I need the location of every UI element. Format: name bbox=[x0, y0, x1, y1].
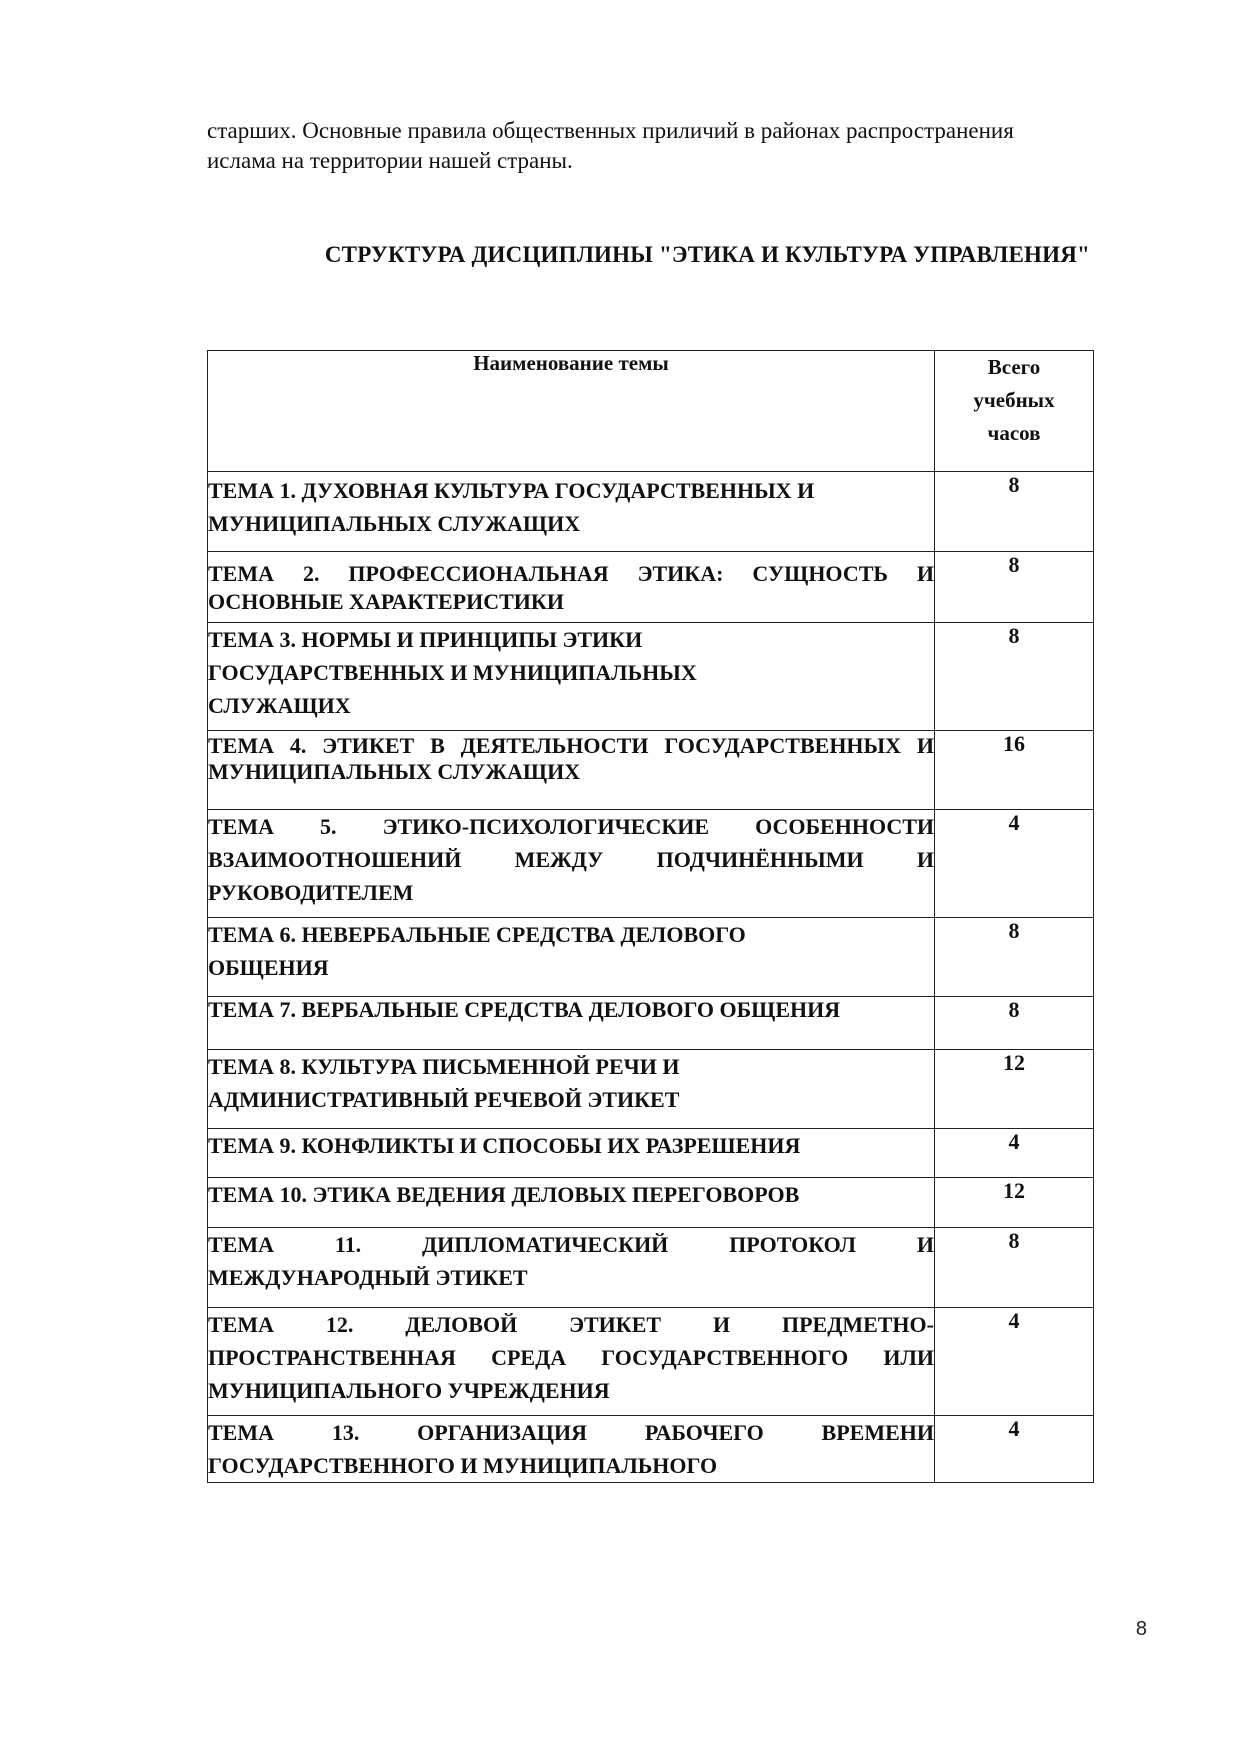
hours-cell: 4 bbox=[935, 1308, 1094, 1416]
topic-cell: ТЕМА 8. КУЛЬТУРА ПИСЬМЕННОЙ РЕЧИ И АДМИНИСТРАТИВНЫЙ РЕЧЕВОЙ ЭТИКЕТ bbox=[208, 1050, 935, 1129]
header-topic-name: Наименование темы bbox=[208, 351, 935, 472]
hours-cell: 12 bbox=[935, 1178, 1094, 1228]
hours-cell: 4 bbox=[935, 1129, 1094, 1178]
header-hours-line: Всего bbox=[987, 355, 1041, 379]
topic-cell: ТЕМА 10. ЭТИКА ВЕДЕНИЯ ДЕЛОВЫХ ПЕРЕГОВОРОВ bbox=[208, 1178, 935, 1228]
topic-cell bbox=[208, 731, 935, 810]
header-hours-line: учебных bbox=[973, 388, 1055, 412]
table-row bbox=[208, 472, 1094, 552]
topic-cell: ТЕМА 7. ВЕРБАЛЬНЫЕ СРЕДСТВА ДЕЛОВОГО ОБЩЕНИЯ bbox=[208, 997, 935, 1050]
table-row bbox=[208, 623, 1094, 731]
topic-cell: ТЕМА 13. ОРГАНИЗАЦИЯ РАБОЧЕГО ВРЕМЕНИ ГОСУДАРСТВЕННОГО И МУНИЦИПАЛЬНОГО bbox=[208, 1416, 935, 1483]
discipline-structure-table bbox=[207, 350, 1094, 1483]
table-row bbox=[208, 552, 1094, 623]
table-row bbox=[208, 997, 1094, 1050]
table-row bbox=[208, 1050, 1094, 1129]
hours-cell: 4 bbox=[935, 810, 1094, 918]
topic-cell: ТЕМА 5. ЭТИКО-ПСИХОЛОГИЧЕСКИЕ ОСОБЕННОСТИ ВЗАИМООТНОШЕНИЙ МЕЖДУ ПОДЧИНЁННЫМИ И РУКОВОДИТЕЛЕМ bbox=[208, 810, 935, 918]
hours-cell: 8 bbox=[935, 552, 1094, 623]
hours-cell: 12 bbox=[935, 1050, 1094, 1129]
table-row bbox=[208, 1228, 1094, 1308]
hours-cell: 8 bbox=[935, 472, 1094, 552]
topic-cell: ТЕМА 11. ДИПЛОМАТИЧЕСКИЙ ПРОТОКОЛ И МЕЖДУНАРОДНЫЙ ЭТИКЕТ bbox=[208, 1228, 935, 1308]
topic-text: ТЕМА 4. ЭТИКЕТ В ДЕЯТЕЛЬНОСТИ ГОСУДАРСТВЕННЫХ И МУНИЦИПАЛЬНЫХ СЛУЖАЩИХ bbox=[208, 733, 934, 784]
hours-cell: 16 bbox=[935, 731, 1094, 810]
table-row bbox=[208, 1308, 1094, 1416]
table-row bbox=[208, 918, 1094, 997]
topic-cell: ТЕМА 3. НОРМЫ И ПРИНЦИПЫ ЭТИКИ ГОСУДАРСТВЕННЫХ И МУНИЦИПАЛЬНЫХ СЛУЖАЩИХ bbox=[208, 623, 935, 731]
hours-cell: 8 bbox=[935, 997, 1094, 1050]
table-header-row bbox=[208, 351, 1094, 472]
hours-cell: 8 bbox=[935, 623, 1094, 731]
intro-paragraph: старших. Основные правила общественных приличий в районах распространения ислама на территории нашей страны. bbox=[207, 118, 1014, 173]
section-title: СТРУКТУРА ДИСЦИПЛИНЫ "ЭТИКА И КУЛЬТУРА УПРАВЛЕНИЯ" bbox=[324, 242, 1090, 267]
hours-cell: 8 bbox=[935, 1228, 1094, 1308]
topic-cell: ТЕМА 2. ПРОФЕССИОНАЛЬНАЯ ЭТИКА: СУЩНОСТЬ И ОСНОВНЫЕ ХАРАКТЕРИСТИКИ bbox=[208, 552, 935, 623]
hours-cell: 8 bbox=[935, 918, 1094, 997]
header-total-hours bbox=[935, 351, 1094, 472]
hours-cell: 4 bbox=[935, 1416, 1094, 1483]
table-row bbox=[208, 731, 1094, 810]
table-row bbox=[208, 1416, 1094, 1483]
header-hours-line: часов bbox=[987, 421, 1041, 445]
page-number: 8 bbox=[1135, 1618, 1147, 1640]
topic-cell: ТЕМА 6. НЕВЕРБАЛЬНЫЕ СРЕДСТВА ДЕЛОВОГО ОБЩЕНИЯ bbox=[208, 918, 935, 997]
topic-cell: ТЕМА 9. КОНФЛИКТЫ И СПОСОБЫ ИХ РАЗРЕШЕНИЯ bbox=[208, 1129, 935, 1178]
table-row bbox=[208, 1178, 1094, 1228]
table-row bbox=[208, 1129, 1094, 1178]
table-row bbox=[208, 810, 1094, 918]
topic-cell: ТЕМА 1. ДУХОВНАЯ КУЛЬТУРА ГОСУДАРСТВЕННЫХ И МУНИЦИПАЛЬНЫХ СЛУЖАЩИХ bbox=[208, 472, 935, 552]
topic-cell: ТЕМА 12. ДЕЛОВОЙ ЭТИКЕТ И ПРЕДМЕТНО-ПРОСТРАНСТВЕННАЯ СРЕДА ГОСУДАРСТВЕННОГО ИЛИ МУНИЦИПАЛЬНОГО УЧРЕЖДЕНИЯ bbox=[208, 1308, 935, 1416]
